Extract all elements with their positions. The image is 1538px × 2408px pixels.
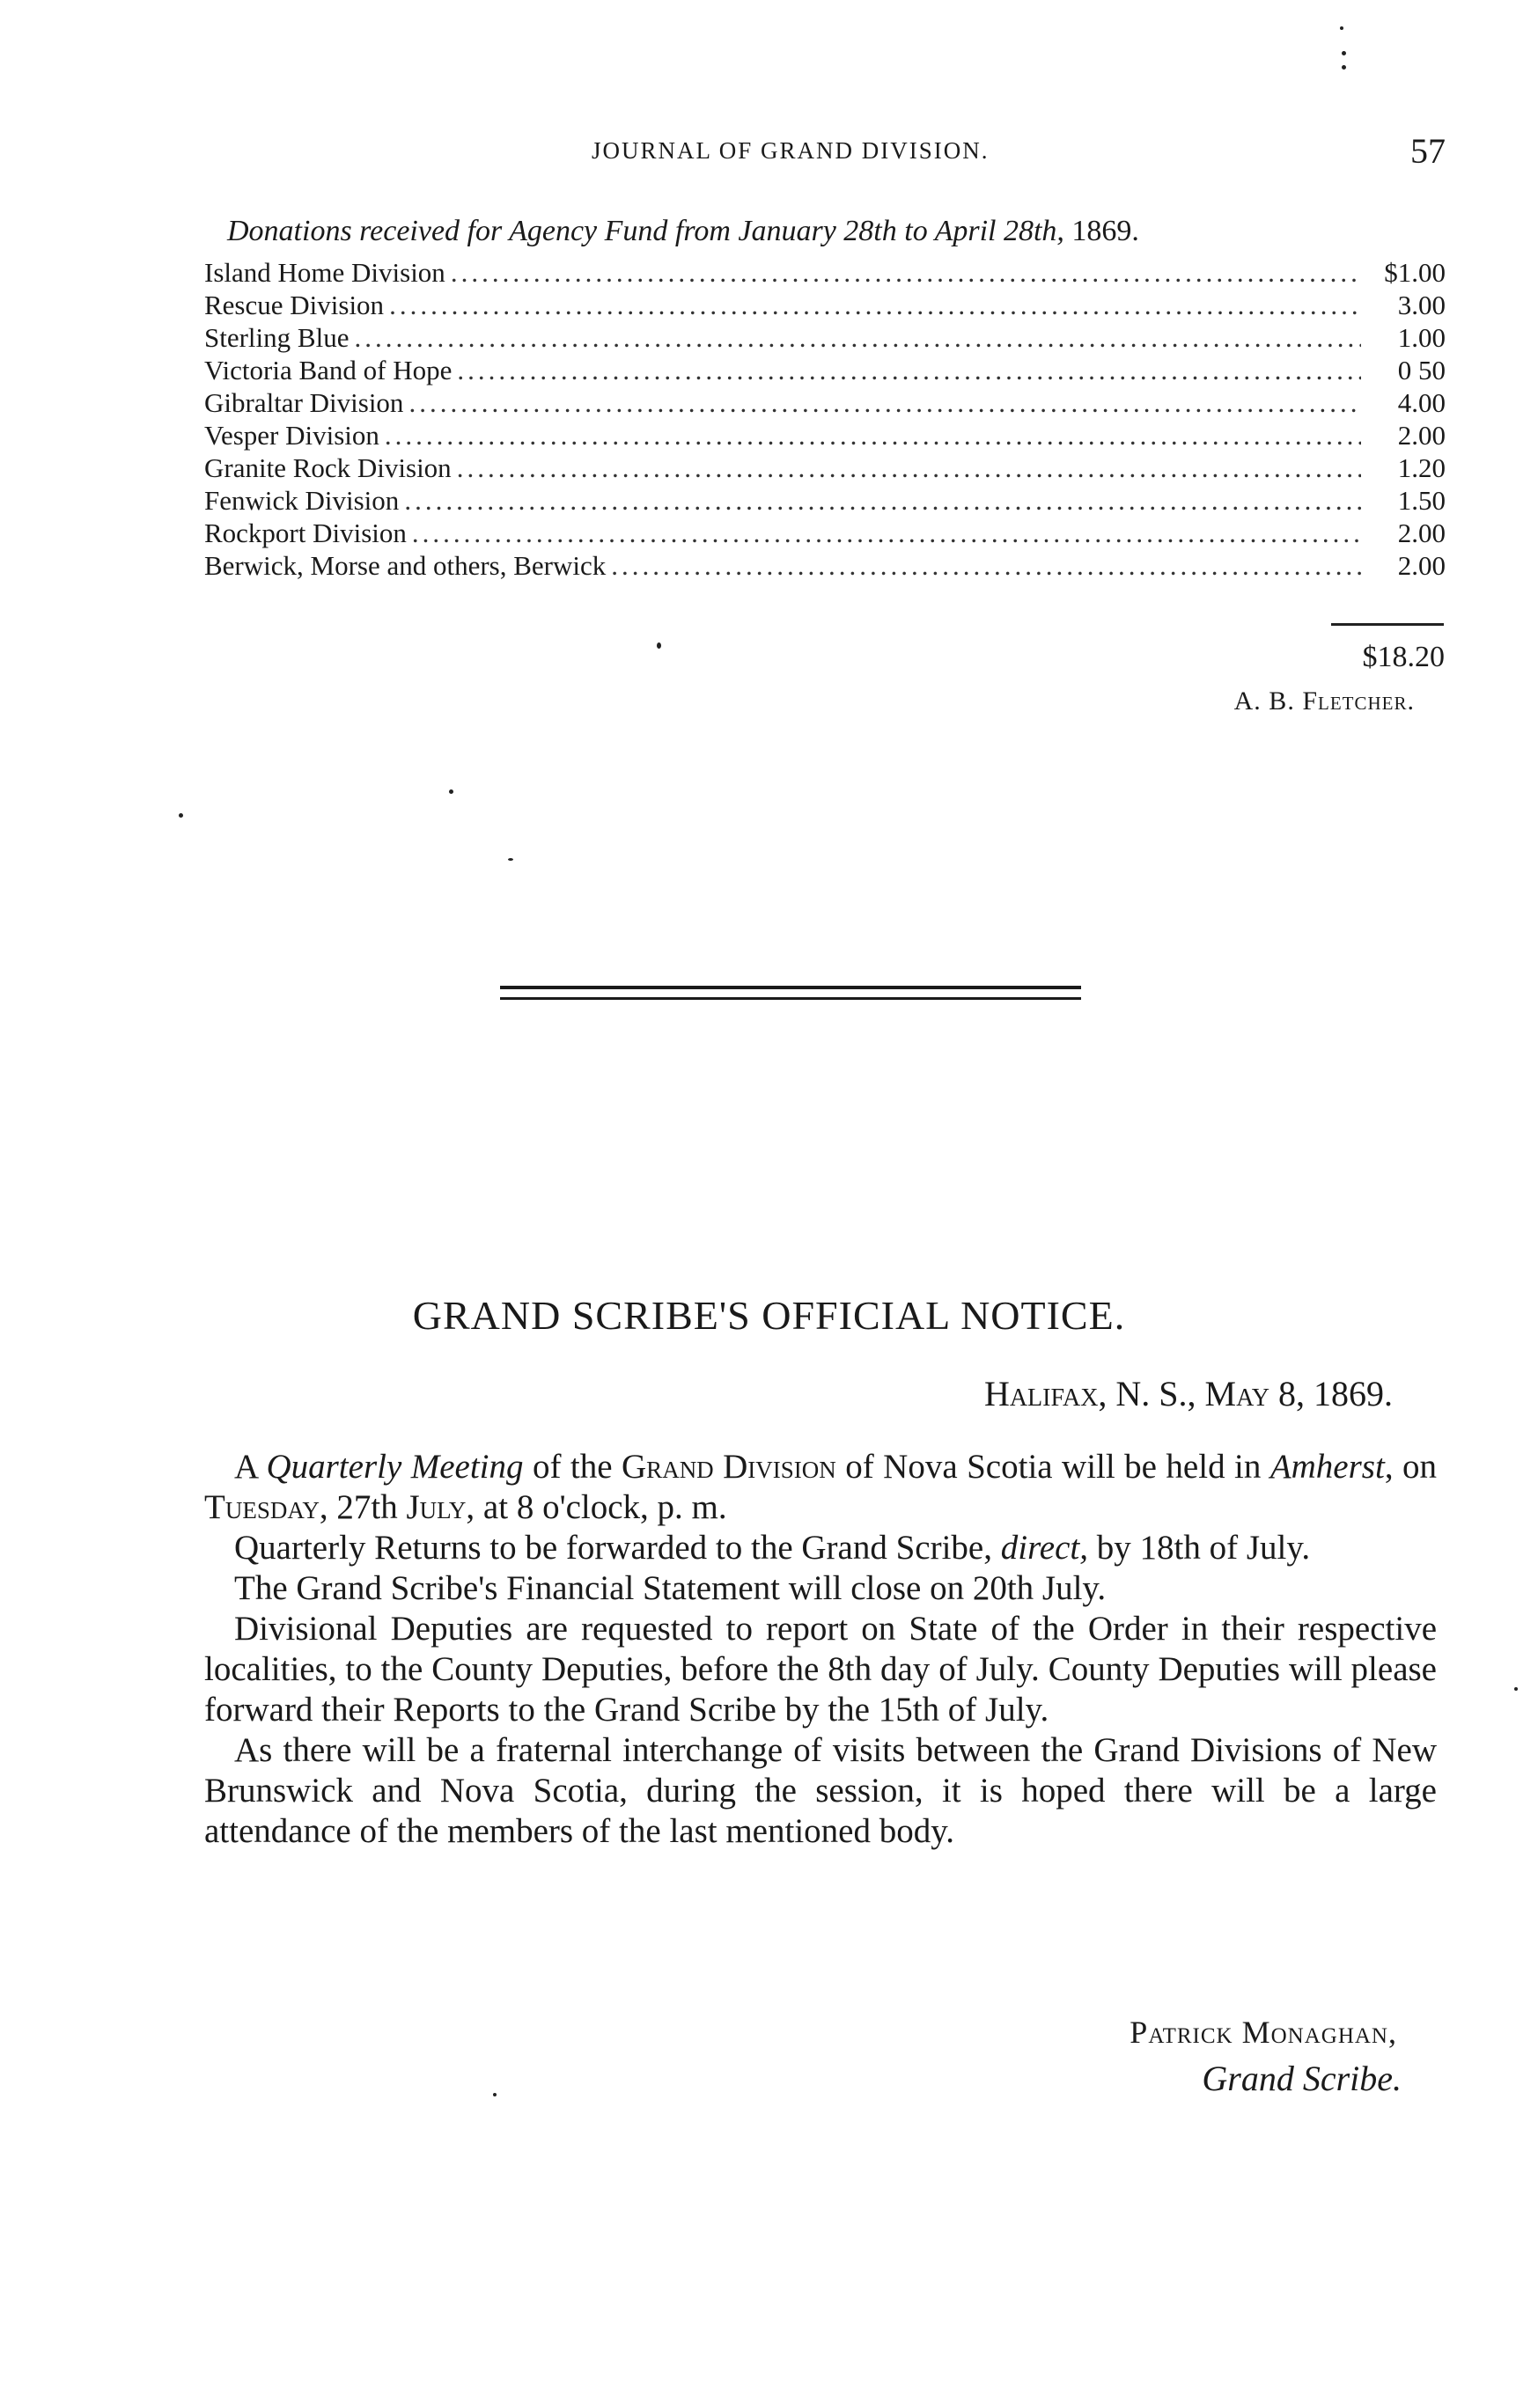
text-run: , 27th bbox=[319, 1488, 407, 1526]
donation-name: Sterling Blue bbox=[204, 322, 350, 353]
donation-row bbox=[204, 452, 1446, 484]
running-head bbox=[204, 130, 1446, 174]
section-divider-thin bbox=[500, 997, 1081, 1000]
donation-total: $18.20 bbox=[1362, 641, 1445, 673]
text-run-italic: direct, bbox=[1000, 1529, 1089, 1567]
dot-leader bbox=[457, 354, 1361, 386]
notice-dateline: Halifax, N. S., May 8, 1869. bbox=[983, 1374, 1393, 1413]
notice-paragraph: Divisional Deputies are requested to report on State of the Order in their respective localities, to the County Deputies, before the 8th day of July. County Deputies will please forward their Reports to the Grand Scribe by the 15th of July. bbox=[204, 1610, 1437, 1729]
notice-body bbox=[204, 1447, 1437, 1852]
text-run: of Nova Scotia will be held in bbox=[835, 1448, 1270, 1486]
dot-leader bbox=[408, 386, 1361, 419]
text-run-italic: Amherst bbox=[1269, 1448, 1385, 1486]
donation-list bbox=[204, 256, 1446, 582]
ink-speck bbox=[1342, 65, 1346, 70]
dot-leader bbox=[412, 517, 1361, 549]
text-run-smallcaps: Grand Division bbox=[622, 1448, 836, 1486]
donation-name: Fenwick Division bbox=[204, 485, 400, 516]
donation-row bbox=[204, 549, 1446, 582]
donation-amount: 2.00 bbox=[1397, 420, 1446, 451]
donations-heading-text: Donations received for Agency Fund from January 28th to April 28th, bbox=[227, 215, 1064, 247]
notice-paragraph bbox=[204, 1528, 1437, 1568]
donation-amount: 2.00 bbox=[1397, 518, 1446, 548]
donation-amount: $1.00 bbox=[1384, 257, 1446, 288]
donation-row bbox=[204, 517, 1446, 549]
ink-speck bbox=[449, 789, 453, 794]
text-run: of the bbox=[523, 1448, 622, 1486]
signer-name: Patrick Monaghan, bbox=[1130, 2015, 1397, 2050]
dot-leader bbox=[354, 321, 1361, 354]
donation-name: Island Home Division bbox=[204, 257, 445, 288]
ink-speck bbox=[1514, 1687, 1518, 1691]
total-rule bbox=[1331, 623, 1444, 626]
dot-leader bbox=[451, 256, 1361, 289]
notice-paragraph: As there will be a fraternal interchange of visits between the Grand Divisions of New Brunswick and Nova Scotia, during the session, it is hoped there will be a large attendance of the members of the last mentioned body. bbox=[204, 1731, 1437, 1850]
text-run: Quarterly Returns to be forwarded to the Grand Scribe, bbox=[234, 1529, 1001, 1567]
signer-role: Grand Scribe. bbox=[1202, 2059, 1402, 2098]
section-divider-thick bbox=[500, 986, 1081, 989]
donation-name: Rockport Division bbox=[204, 518, 407, 548]
donation-row bbox=[204, 289, 1446, 321]
donation-name: Berwick, Morse and others, Berwick bbox=[204, 550, 607, 581]
donation-row bbox=[204, 386, 1446, 419]
donation-amount: 3.00 bbox=[1397, 290, 1446, 320]
running-title: JOURNAL OF GRAND DIVISION. bbox=[592, 137, 990, 164]
donations-heading-year: 1869. bbox=[1071, 215, 1139, 247]
treasurer-signature: A. B. Fletcher. bbox=[1233, 686, 1415, 716]
donation-name: Granite Rock Division bbox=[204, 452, 452, 483]
text-run: by 18th of July. bbox=[1088, 1529, 1311, 1567]
dot-leader bbox=[389, 289, 1361, 321]
dot-leader bbox=[385, 419, 1361, 452]
donations-heading bbox=[227, 215, 1442, 248]
donation-row bbox=[204, 419, 1446, 452]
notice-paragraph bbox=[204, 1447, 1437, 1528]
page-number: 57 bbox=[1410, 131, 1446, 171]
donation-amount: 1.20 bbox=[1397, 452, 1446, 483]
dot-leader bbox=[404, 484, 1361, 517]
donation-amount: 2.00 bbox=[1397, 550, 1446, 581]
donation-name: Gibraltar Division bbox=[204, 387, 404, 418]
donation-row bbox=[204, 321, 1446, 354]
text-run: , at 8 o'clock, p. m. bbox=[466, 1488, 727, 1526]
donation-name: Victoria Band of Hope bbox=[204, 355, 453, 385]
notice-title: GRAND SCRIBE'S OFFICIAL NOTICE. bbox=[412, 1293, 1126, 1338]
donation-row bbox=[204, 256, 1446, 289]
donation-amount: 4.00 bbox=[1397, 387, 1446, 418]
text-run-smallcaps: Tuesday bbox=[204, 1488, 320, 1526]
dot-leader bbox=[611, 549, 1361, 582]
ink-speck bbox=[657, 642, 661, 649]
donation-name: Rescue Division bbox=[204, 290, 385, 320]
ink-speck bbox=[179, 813, 183, 818]
dot-leader bbox=[457, 452, 1361, 484]
donation-amount: 0 50 bbox=[1397, 355, 1446, 385]
ink-speck bbox=[493, 2093, 497, 2096]
donation-row bbox=[204, 484, 1446, 517]
donation-amount: 1.50 bbox=[1397, 485, 1446, 516]
text-run: , on bbox=[1384, 1448, 1438, 1486]
ink-speck bbox=[1340, 26, 1343, 30]
text-run: A bbox=[234, 1448, 267, 1486]
donation-row bbox=[204, 354, 1446, 386]
ink-speck bbox=[1342, 51, 1346, 55]
ink-speck bbox=[508, 858, 513, 861]
text-run-italic: Quarterly Meeting bbox=[266, 1448, 524, 1486]
donation-name: Vesper Division bbox=[204, 420, 379, 451]
text-run-smallcaps: July bbox=[406, 1488, 467, 1526]
notice-paragraph: The Grand Scribe's Financial Statement will close on 20th July. bbox=[234, 1569, 1107, 1607]
donation-amount: 1.00 bbox=[1397, 322, 1446, 353]
